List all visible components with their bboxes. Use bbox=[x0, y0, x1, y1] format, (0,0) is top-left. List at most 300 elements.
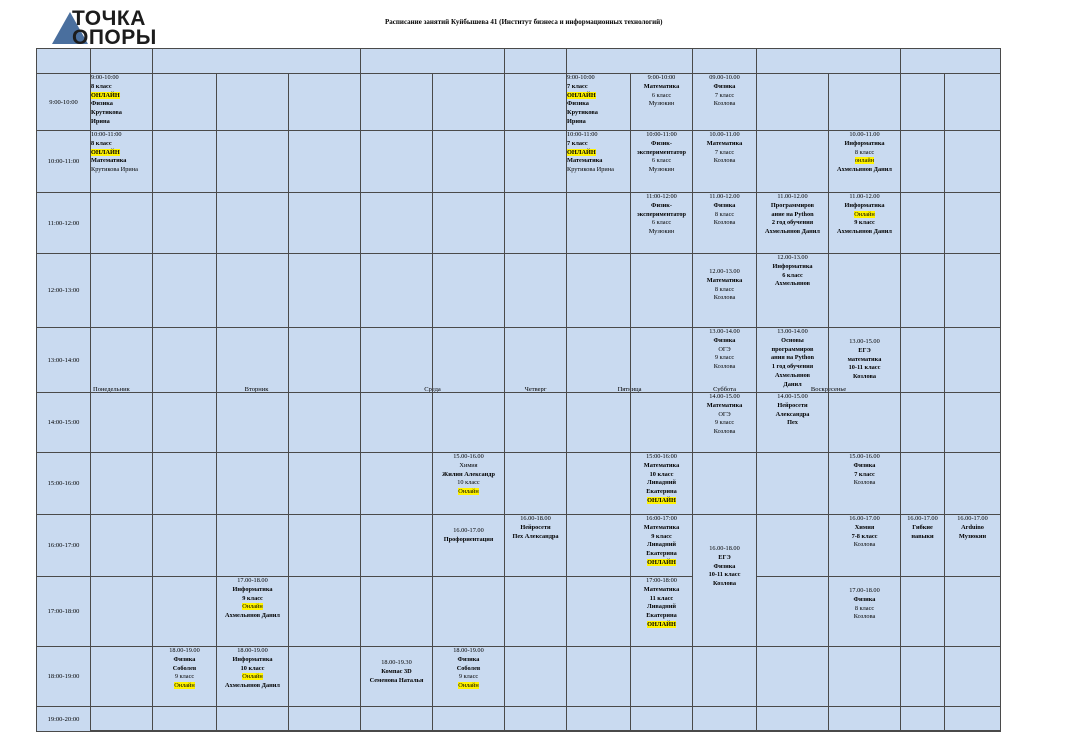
empty-cell bbox=[693, 707, 757, 732]
class-subject: Математика bbox=[706, 139, 743, 147]
empty-cell bbox=[153, 131, 217, 193]
class-teacher: Ахмельянов Данил bbox=[225, 682, 280, 690]
class-subject: Физик- bbox=[651, 201, 672, 209]
online-badge: Онлайн bbox=[458, 488, 479, 496]
class-subject: Профориентация bbox=[443, 535, 494, 543]
empty-cell bbox=[433, 393, 505, 453]
row-9 bbox=[37, 74, 1001, 131]
class-grade: 6 класс bbox=[651, 91, 672, 99]
empty-cell bbox=[693, 647, 757, 707]
online-badge: Онлайн bbox=[854, 210, 875, 218]
class-cell[interactable] bbox=[631, 131, 693, 193]
online-badge: Онлайн bbox=[242, 603, 263, 611]
class-time: 16.00-17.00 bbox=[849, 515, 880, 522]
class-teacher: Ахмельянов Данил bbox=[225, 612, 280, 620]
class-time: 13.00-15.00 bbox=[849, 338, 880, 345]
empty-cell bbox=[567, 707, 631, 732]
empty-cell bbox=[505, 393, 567, 453]
empty-cell bbox=[829, 74, 901, 131]
class-grade: 7 класс bbox=[714, 91, 735, 99]
empty-cell bbox=[433, 193, 505, 254]
class-teacher: Козлова bbox=[713, 428, 736, 436]
online-badge: ОНЛАЙН bbox=[567, 91, 596, 99]
class-teacher: Ахмельянов Данил bbox=[765, 228, 820, 236]
row-16 bbox=[37, 515, 1001, 577]
class-subject: Физика bbox=[457, 655, 480, 663]
class-teacher: Козлова bbox=[713, 294, 736, 302]
class-teacher: Крутикова Ирина bbox=[91, 166, 138, 174]
empty-cell bbox=[757, 647, 829, 707]
class-teacher: Пех Александра bbox=[512, 532, 559, 540]
empty-cell bbox=[631, 393, 693, 453]
time-cell: 14:00-15:00 bbox=[37, 393, 91, 453]
class-grade: 9 класс bbox=[714, 419, 735, 427]
class-grade: 6 класс bbox=[651, 157, 672, 165]
empty-cell bbox=[757, 707, 829, 732]
empty-cell bbox=[757, 131, 829, 193]
class-cell[interactable] bbox=[829, 453, 901, 515]
empty-cell bbox=[567, 577, 631, 647]
empty-cell bbox=[505, 193, 567, 254]
class-teacher: Козлова bbox=[713, 157, 736, 165]
empty-cell bbox=[361, 328, 433, 393]
empty-cell bbox=[433, 254, 505, 328]
empty-cell bbox=[901, 647, 945, 707]
empty-cell bbox=[945, 328, 1001, 393]
empty-cell bbox=[217, 328, 289, 393]
class-teacher: Козлова bbox=[713, 100, 736, 108]
class-exam: ОГЭ bbox=[718, 345, 731, 353]
empty-cell bbox=[901, 707, 945, 732]
empty-cell bbox=[153, 393, 217, 453]
class-grade: 6 класс bbox=[651, 219, 672, 227]
header-day-friday: Пятница bbox=[567, 49, 693, 731]
class-time: 17.00-18.00 bbox=[849, 587, 880, 594]
class-cell[interactable] bbox=[217, 577, 289, 647]
class-cell[interactable] bbox=[567, 131, 631, 193]
class-teacher: Екатерина bbox=[646, 488, 677, 496]
row-11 bbox=[37, 193, 1001, 254]
class-subject: Физика bbox=[713, 336, 736, 344]
class-cell[interactable] bbox=[631, 577, 693, 647]
class-cell[interactable] bbox=[433, 453, 505, 515]
empty-cell bbox=[505, 74, 567, 131]
class-time: 10:00-11:00 bbox=[567, 131, 598, 138]
empty-cell bbox=[945, 193, 1001, 254]
class-subject: Программиров bbox=[770, 201, 815, 209]
class-teacher: Козлова bbox=[853, 613, 876, 621]
class-cell[interactable] bbox=[631, 74, 693, 131]
empty-cell bbox=[567, 328, 631, 393]
empty-cell bbox=[433, 707, 505, 732]
class-teacher: Александра bbox=[775, 410, 810, 418]
class-subject: программиров bbox=[771, 345, 814, 353]
class-teacher: Ирина bbox=[567, 117, 586, 125]
class-grade: 8 класс bbox=[854, 604, 875, 612]
class-subject: Физика bbox=[713, 201, 736, 209]
empty-cell bbox=[505, 453, 567, 515]
class-grade: 9 класс bbox=[854, 219, 875, 227]
empty-cell bbox=[91, 393, 153, 453]
header-day-wednesday: Среда bbox=[361, 49, 505, 731]
class-cell[interactable] bbox=[757, 254, 829, 328]
online-badge: ОНЛАЙН bbox=[91, 91, 120, 99]
class-time: 13.00-14.00 bbox=[777, 328, 808, 335]
time-cell: 9:00-10:00 bbox=[37, 74, 91, 131]
class-subject: Химия bbox=[459, 461, 478, 469]
class-teacher: Крутикова Ирина bbox=[567, 166, 614, 174]
empty-cell bbox=[505, 707, 567, 732]
empty-cell bbox=[567, 647, 631, 707]
empty-cell bbox=[567, 453, 631, 515]
empty-cell bbox=[757, 74, 829, 131]
class-subject: Физика bbox=[713, 82, 736, 90]
class-grade: 2 год обучения bbox=[771, 219, 814, 227]
online-badge: Онлайн bbox=[242, 673, 263, 681]
class-cell[interactable] bbox=[945, 515, 1001, 577]
online-badge: Онлайн bbox=[174, 682, 195, 690]
class-cell[interactable] bbox=[631, 515, 693, 577]
empty-cell bbox=[361, 393, 433, 453]
class-cell[interactable] bbox=[829, 577, 901, 647]
empty-cell bbox=[153, 515, 217, 577]
class-subject: Физика bbox=[853, 461, 876, 469]
empty-cell bbox=[289, 328, 361, 393]
class-subject: Физика bbox=[173, 655, 196, 663]
class-teacher: Ирина bbox=[91, 117, 110, 125]
class-time: 16.00-17.00 bbox=[957, 515, 988, 522]
empty-cell bbox=[289, 193, 361, 254]
empty-cell bbox=[505, 577, 567, 647]
empty-cell bbox=[945, 707, 1001, 732]
class-subject: Математика bbox=[643, 461, 680, 469]
class-cell[interactable] bbox=[829, 193, 901, 254]
empty-cell bbox=[829, 254, 901, 328]
class-subject: навыки bbox=[911, 532, 934, 540]
class-subject: экспериментатор bbox=[636, 210, 687, 218]
empty-cell bbox=[901, 393, 945, 453]
class-cell[interactable] bbox=[693, 328, 757, 393]
class-cell[interactable] bbox=[505, 515, 567, 577]
empty-cell bbox=[901, 131, 945, 193]
class-teacher: Екатерина bbox=[646, 612, 677, 620]
class-subject: ания на Python bbox=[771, 354, 814, 362]
empty-cell bbox=[361, 131, 433, 193]
empty-cell bbox=[361, 577, 433, 647]
empty-cell bbox=[945, 577, 1001, 647]
class-subject: Информатика bbox=[772, 262, 813, 270]
class-subject: ание на Python bbox=[771, 210, 814, 218]
empty-cell bbox=[289, 254, 361, 328]
class-grade: 1 год обучения bbox=[771, 363, 814, 371]
online-badge: онлайн bbox=[854, 157, 875, 165]
empty-cell bbox=[289, 74, 361, 131]
class-time: 15.00-16.00 bbox=[849, 453, 880, 460]
row-12 bbox=[37, 254, 1001, 328]
class-subject: Математика bbox=[643, 585, 680, 593]
row-18 bbox=[37, 647, 1001, 707]
class-cell[interactable] bbox=[757, 328, 829, 393]
empty-cell bbox=[505, 131, 567, 193]
class-grade: 7 класс bbox=[854, 470, 875, 478]
class-subject: Физика bbox=[567, 100, 589, 108]
class-cell[interactable] bbox=[693, 515, 757, 647]
class-teacher: Козлова bbox=[713, 363, 736, 371]
class-time: 11.00-12.00 bbox=[849, 193, 880, 200]
class-cell[interactable] bbox=[91, 131, 153, 193]
class-time: 14.00-15.00 bbox=[709, 393, 740, 400]
class-cell[interactable] bbox=[91, 74, 153, 131]
empty-cell bbox=[433, 328, 505, 393]
empty-cell bbox=[361, 515, 433, 577]
empty-cell bbox=[757, 515, 829, 577]
header-day-thursday: Четверг bbox=[505, 49, 567, 731]
class-grade: 8 класс bbox=[714, 210, 735, 218]
time-cell: 19:00-20:00 bbox=[37, 707, 91, 732]
class-grade: 8 класс bbox=[854, 148, 875, 156]
class-grade: 7-8 класс bbox=[851, 532, 878, 540]
class-teacher: Козлова bbox=[853, 479, 876, 487]
empty-cell bbox=[361, 453, 433, 515]
row-17 bbox=[37, 577, 1001, 647]
class-subject: Математика bbox=[643, 82, 680, 90]
class-grade: 7 класс bbox=[714, 148, 735, 156]
class-teacher: Козлова bbox=[713, 219, 736, 227]
empty-cell bbox=[91, 453, 153, 515]
empty-cell bbox=[505, 254, 567, 328]
class-cell[interactable] bbox=[829, 515, 901, 577]
class-cell[interactable] bbox=[153, 647, 217, 707]
empty-cell bbox=[361, 707, 433, 732]
row-19 bbox=[37, 707, 1001, 732]
class-cell[interactable] bbox=[829, 131, 901, 193]
class-time: 11.00-12.00 bbox=[777, 193, 808, 200]
class-teacher: Ливадний bbox=[647, 479, 676, 487]
class-teacher: Соболев bbox=[456, 664, 481, 672]
class-teacher: Жилин Александр bbox=[442, 470, 495, 478]
class-subject: Физик- bbox=[651, 139, 672, 147]
class-teacher: Музюкин bbox=[958, 532, 987, 540]
class-time: 18.00-19.30 bbox=[381, 659, 412, 666]
empty-cell bbox=[289, 131, 361, 193]
class-subject: Математика bbox=[706, 276, 743, 284]
class-teacher: Ахмельянов Данил bbox=[837, 166, 892, 174]
class-cell[interactable] bbox=[757, 393, 829, 453]
empty-cell bbox=[91, 647, 153, 707]
empty-cell bbox=[567, 393, 631, 453]
class-subject: Математика bbox=[706, 401, 743, 409]
class-time: 12.00-13.00 bbox=[709, 268, 740, 275]
class-grade: 8 класс bbox=[714, 285, 735, 293]
class-teacher: Екатерина bbox=[646, 550, 677, 558]
class-subject: Информатика bbox=[844, 201, 885, 209]
class-time: 16.00-17.00 bbox=[907, 515, 938, 522]
class-teacher: Ахмельянов Данил bbox=[837, 228, 892, 236]
class-subject: Гибкие bbox=[912, 523, 933, 531]
class-subject: Физика bbox=[91, 100, 113, 108]
empty-cell bbox=[901, 328, 945, 393]
class-teacher: Ливадний bbox=[647, 603, 676, 611]
class-time: 10:00-11:00 bbox=[91, 131, 122, 138]
empty-cell bbox=[945, 74, 1001, 131]
class-subject: Химия bbox=[854, 523, 875, 531]
empty-cell bbox=[153, 453, 217, 515]
class-subject: математика bbox=[847, 355, 882, 363]
class-cell[interactable] bbox=[433, 647, 505, 707]
class-cell[interactable] bbox=[757, 193, 829, 254]
empty-cell bbox=[945, 647, 1001, 707]
empty-cell bbox=[757, 453, 829, 515]
class-grade: 8 класс bbox=[91, 82, 112, 90]
class-subject: Физика bbox=[853, 595, 876, 603]
class-cell[interactable] bbox=[693, 393, 757, 453]
class-time: 9:00-10:00 bbox=[647, 74, 676, 81]
class-teacher: Крутикова bbox=[567, 109, 598, 117]
empty-cell bbox=[901, 254, 945, 328]
class-grade: 9 класс bbox=[242, 594, 263, 602]
row-14 bbox=[37, 393, 1001, 453]
empty-cell bbox=[91, 707, 153, 732]
empty-cell bbox=[567, 193, 631, 254]
class-subject: Компас 3D bbox=[381, 667, 412, 675]
class-cell[interactable] bbox=[217, 647, 289, 707]
empty-cell bbox=[693, 453, 757, 515]
empty-cell bbox=[901, 74, 945, 131]
time-cell: 18:00-19:00 bbox=[37, 647, 91, 707]
empty-cell bbox=[901, 577, 945, 647]
class-cell[interactable] bbox=[433, 515, 505, 577]
empty-cell bbox=[945, 453, 1001, 515]
class-subject: Математика bbox=[567, 157, 603, 165]
logo-line1: ТОЧКА bbox=[72, 7, 146, 30]
header-day-monday: Понедельник bbox=[91, 49, 153, 731]
time-cell: 10:00-11:00 bbox=[37, 131, 91, 193]
empty-cell bbox=[153, 577, 217, 647]
class-cell[interactable] bbox=[631, 193, 693, 254]
empty-cell bbox=[153, 707, 217, 732]
class-subject: Информатика bbox=[844, 139, 885, 147]
empty-cell bbox=[217, 254, 289, 328]
empty-cell bbox=[217, 453, 289, 515]
class-time: 16.00-18.00 bbox=[520, 515, 551, 522]
online-badge: ОНЛАЙН bbox=[647, 496, 676, 504]
empty-cell bbox=[631, 254, 693, 328]
empty-cell bbox=[91, 254, 153, 328]
class-teacher: Данил bbox=[783, 380, 802, 388]
class-subject: Информатика bbox=[232, 585, 273, 593]
empty-cell bbox=[289, 707, 361, 732]
class-subject: Нейросети bbox=[777, 401, 808, 409]
class-cell[interactable] bbox=[567, 74, 631, 131]
online-badge: Онлайн bbox=[458, 682, 479, 690]
empty-cell bbox=[433, 131, 505, 193]
class-cell[interactable] bbox=[631, 453, 693, 515]
empty-cell bbox=[505, 328, 567, 393]
empty-cell bbox=[945, 131, 1001, 193]
class-cell[interactable] bbox=[361, 647, 433, 707]
empty-cell bbox=[217, 193, 289, 254]
empty-cell bbox=[289, 453, 361, 515]
empty-cell bbox=[217, 74, 289, 131]
empty-cell bbox=[361, 74, 433, 131]
class-cell[interactable] bbox=[829, 328, 901, 393]
empty-cell bbox=[289, 577, 361, 647]
class-grade: 10 класс bbox=[457, 479, 480, 487]
row-10 bbox=[37, 131, 1001, 193]
empty-cell bbox=[631, 328, 693, 393]
header-day-tuesday: Вторник bbox=[153, 49, 361, 731]
online-badge: ОНЛАЙН bbox=[91, 148, 120, 156]
empty-cell bbox=[901, 193, 945, 254]
class-grade: 10-11 класс bbox=[708, 571, 741, 579]
class-time: 16:00-17:00 bbox=[646, 515, 677, 522]
time-cell: 17:00-18:00 bbox=[37, 577, 91, 647]
class-grade: 10 класс bbox=[240, 664, 265, 672]
empty-cell bbox=[567, 515, 631, 577]
class-teacher: Семенова Наталья bbox=[369, 676, 424, 684]
class-subject: Информатика bbox=[232, 655, 273, 663]
empty-cell bbox=[153, 74, 217, 131]
online-badge: ОНЛАЙН bbox=[567, 148, 596, 156]
row-13 bbox=[37, 328, 1001, 393]
class-grade: 9 класс bbox=[651, 532, 672, 540]
class-cell[interactable] bbox=[693, 254, 757, 328]
empty-cell bbox=[901, 453, 945, 515]
class-time: 14.00-15.00 bbox=[777, 393, 808, 400]
class-teacher: Музюкин bbox=[648, 166, 675, 174]
class-teacher: Музюкин bbox=[648, 228, 675, 236]
class-grade: 9 класс bbox=[174, 673, 195, 681]
class-grade: 11 класс bbox=[649, 594, 674, 602]
class-time: 10:00-11:00 bbox=[646, 131, 677, 138]
row-15 bbox=[37, 453, 1001, 515]
class-grade: 7 класс bbox=[567, 82, 588, 90]
class-cell[interactable] bbox=[693, 131, 757, 193]
time-cell: 13:00-14:00 bbox=[37, 328, 91, 393]
class-time: 10.00-11.00 bbox=[709, 131, 740, 138]
empty-cell bbox=[433, 74, 505, 131]
online-badge: ОНЛАЙН bbox=[647, 620, 676, 628]
empty-cell bbox=[829, 393, 901, 453]
class-time: 13.00-14.00 bbox=[709, 328, 740, 335]
empty-cell bbox=[829, 647, 901, 707]
class-teacher: Ахмельянов bbox=[774, 280, 811, 288]
class-cell[interactable] bbox=[901, 515, 945, 577]
class-time: 12.00-13.00 bbox=[777, 254, 808, 261]
class-subject: Основы bbox=[781, 336, 804, 344]
empty-cell bbox=[631, 647, 693, 707]
empty-cell bbox=[91, 515, 153, 577]
class-teacher: Козлова bbox=[852, 373, 876, 381]
class-teacher: Ливадний bbox=[647, 541, 676, 549]
page-title: Расписание занятий Куйбышева 41 (Институт бизнеса и информационных технологий) bbox=[385, 18, 663, 26]
class-grade: 10-11 класс bbox=[848, 364, 881, 372]
class-time: 18.00-19.00 bbox=[453, 647, 484, 654]
class-time: 17.00-18.00 bbox=[237, 577, 268, 584]
empty-cell bbox=[91, 193, 153, 254]
logo-line2: ОПОРЫ bbox=[72, 26, 157, 49]
empty-cell bbox=[289, 647, 361, 707]
class-cell[interactable] bbox=[693, 193, 757, 254]
class-exam: ЕГЭ bbox=[718, 553, 731, 561]
class-time: 10.00-11.00 bbox=[849, 131, 880, 138]
class-cell[interactable] bbox=[693, 74, 757, 131]
class-time: 16.00-17.00 bbox=[453, 527, 484, 534]
empty-cell bbox=[829, 707, 901, 732]
class-teacher: Козлова bbox=[853, 541, 876, 549]
empty-cell bbox=[217, 707, 289, 732]
class-grade: 8 класс bbox=[91, 139, 112, 147]
